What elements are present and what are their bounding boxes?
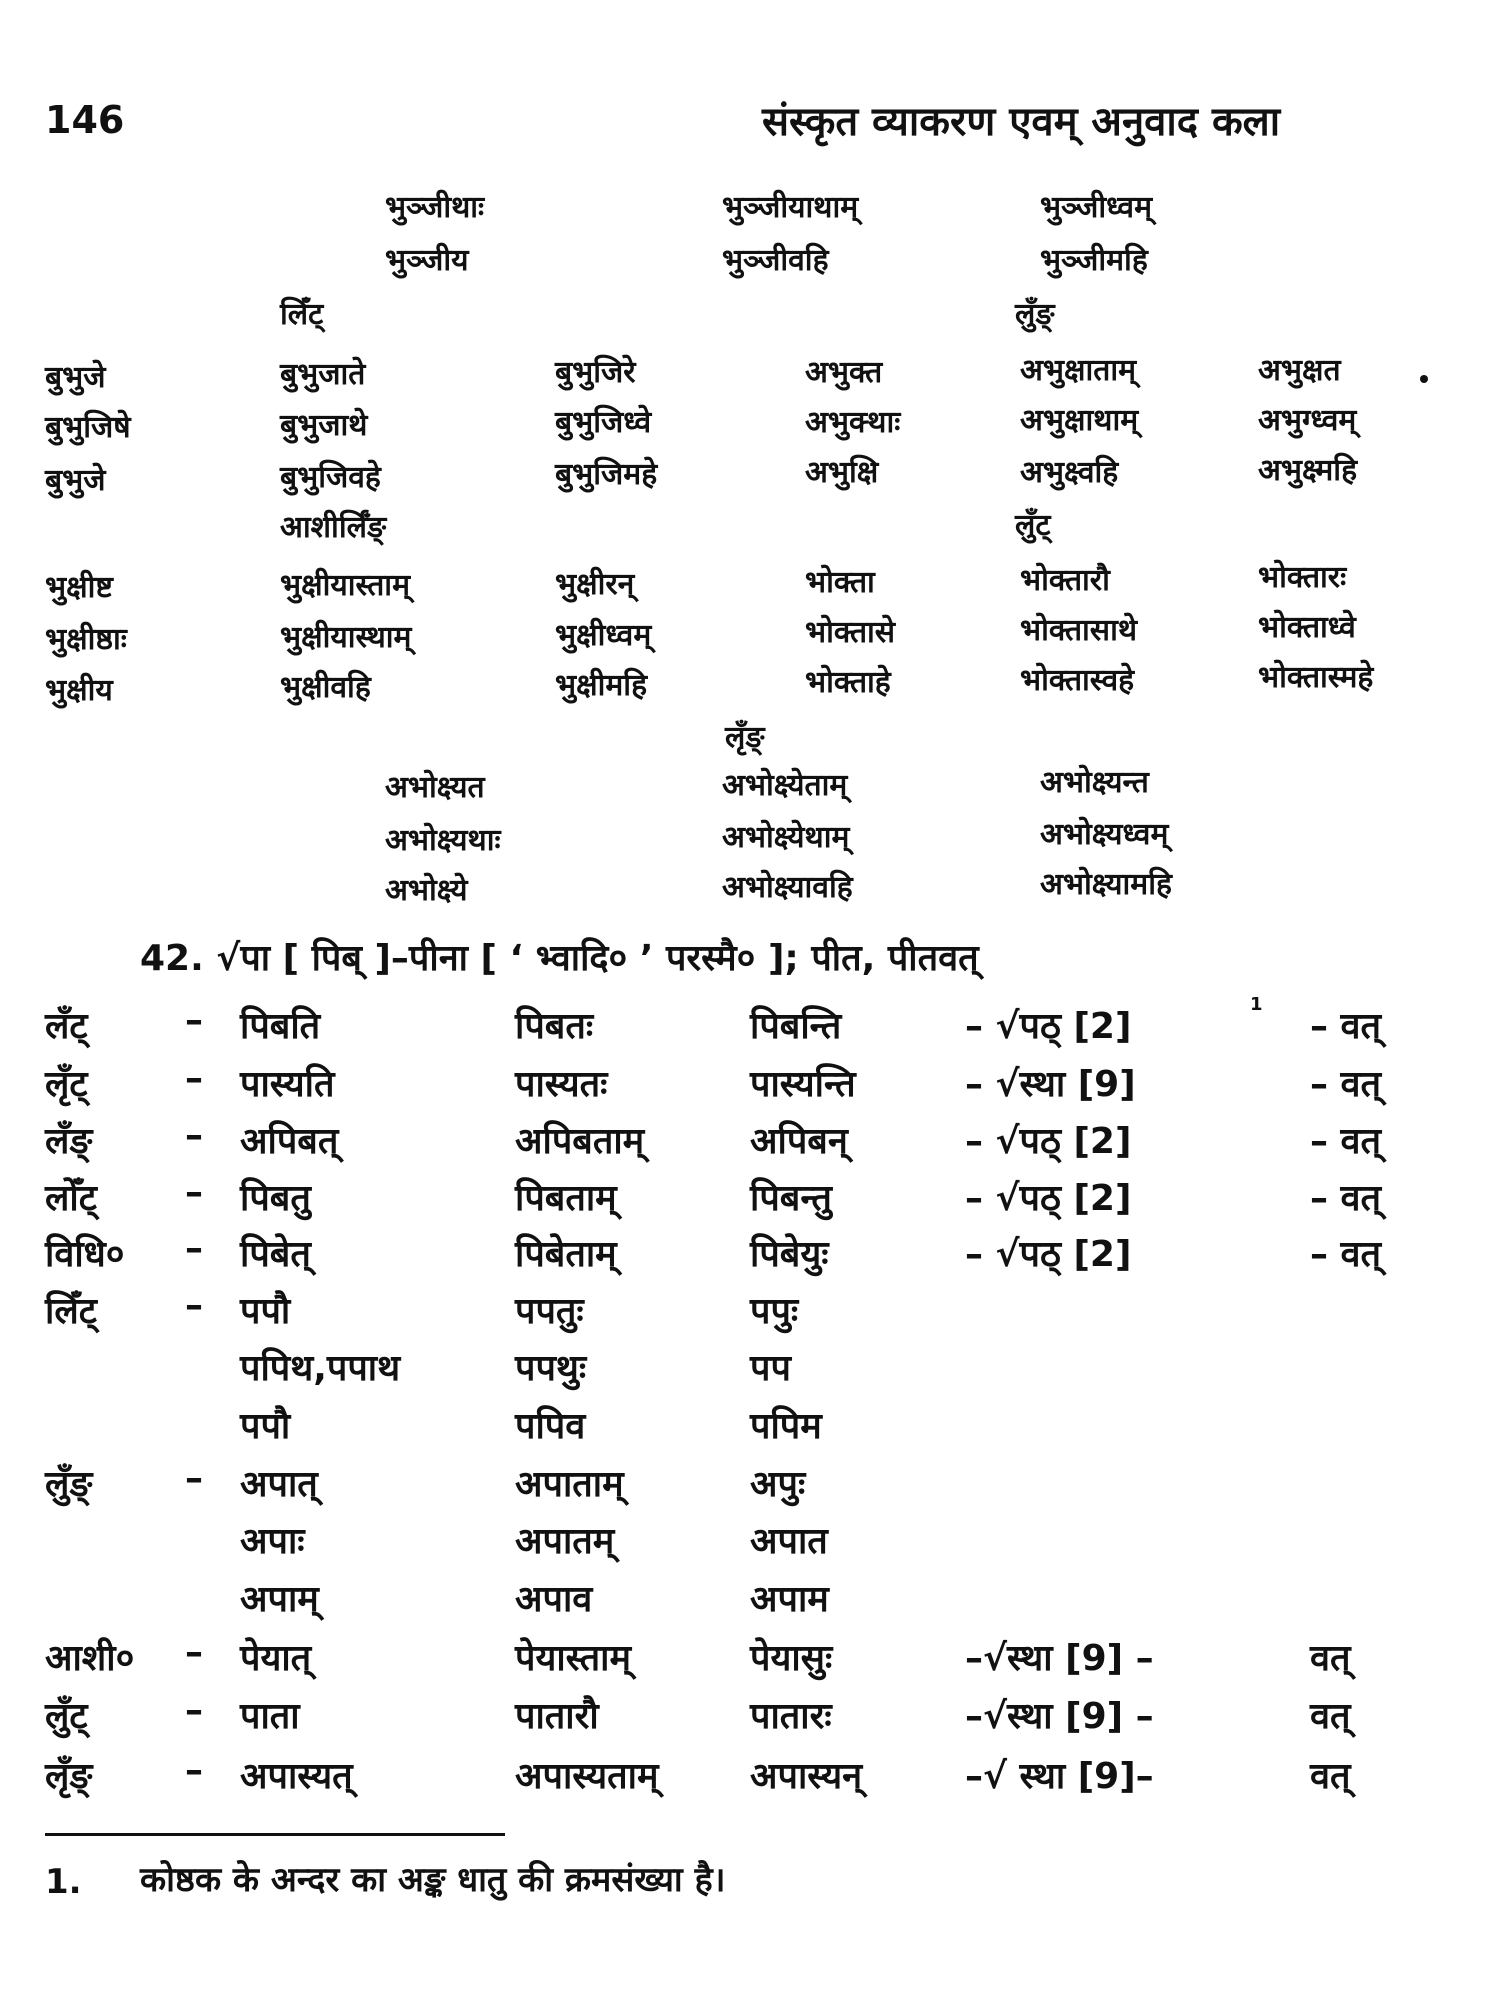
form-cell: पास्यन्ति bbox=[750, 1064, 856, 1105]
vat-suffix: – वत् bbox=[1310, 1121, 1382, 1162]
form-cell: पास्यतः bbox=[515, 1064, 608, 1105]
ink-dot bbox=[1420, 375, 1428, 383]
form-cell: भोक्ताहे bbox=[805, 665, 891, 700]
form-cell: भोक्तासे bbox=[805, 615, 896, 650]
form-cell: पिबतः bbox=[515, 1006, 594, 1047]
section-title: 42. √पा [ पिब् ]–पीना [ ‘ भ्वादि० ’ परस्मै० ]; पीत, पीतवत् bbox=[140, 938, 979, 979]
form-cell: भुक्षीयास्थाम् bbox=[280, 620, 412, 655]
form-cell: पेयास्ताम् bbox=[515, 1638, 632, 1679]
form-cell: अपिबन् bbox=[750, 1121, 848, 1162]
reference-root: – √पठ् [2] bbox=[965, 1121, 1132, 1162]
form-cell: अपातम् bbox=[515, 1521, 615, 1562]
form-cell: अभुक्षाथाम् bbox=[1020, 403, 1139, 438]
form-cell: अभोक्ष्येताम् bbox=[722, 768, 848, 803]
vat-suffix: वत् bbox=[1310, 1756, 1351, 1797]
form-cell: बुभुजिमहे bbox=[555, 457, 658, 492]
form-cell: भुक्षीयास्ताम् bbox=[280, 568, 411, 603]
dash-separator: – bbox=[185, 1000, 203, 1041]
form-cell: अभुक्षत bbox=[1258, 353, 1341, 388]
form-cell: अपिबताम् bbox=[515, 1121, 645, 1162]
form-cell: पिबतु bbox=[240, 1178, 311, 1219]
reference-root: – √पठ् [2] bbox=[965, 1006, 1132, 1047]
form-cell: भुञ्जीथाः bbox=[385, 190, 485, 225]
form-cell: अपास्यन् bbox=[750, 1756, 863, 1797]
form-cell: अपाः bbox=[240, 1521, 305, 1562]
form-cell: पिबेयुः bbox=[750, 1234, 829, 1275]
form-cell: अभुक्षि bbox=[805, 455, 879, 490]
form-cell: अपाम् bbox=[240, 1579, 319, 1620]
reference-root: –√स्था [9] – bbox=[965, 1696, 1154, 1737]
dash-separator: – bbox=[185, 1690, 203, 1731]
form-cell: अपाम bbox=[750, 1579, 829, 1620]
dash-separator: – bbox=[185, 1172, 203, 1213]
dash-separator: – bbox=[185, 1115, 203, 1156]
vat-suffix: वत् bbox=[1310, 1696, 1351, 1737]
form-cell: भुक्षीष्ट bbox=[45, 570, 113, 605]
form-cell: अभोक्ष्यामहि bbox=[1040, 867, 1172, 902]
form-cell: पपिव bbox=[515, 1406, 586, 1447]
form-cell: अपात् bbox=[240, 1464, 318, 1505]
lakara-label: विधि० bbox=[45, 1234, 125, 1275]
dash-separator: – bbox=[185, 1458, 203, 1499]
form-cell: पिबेत् bbox=[240, 1234, 311, 1275]
form-cell: पिबति bbox=[240, 1006, 321, 1047]
page-number: 146 bbox=[45, 98, 125, 142]
form-cell: भुञ्जीमहि bbox=[1040, 243, 1148, 278]
form-cell: भुञ्जीध्वम् bbox=[1040, 190, 1153, 225]
form-cell: पपिथ,पपाथ bbox=[240, 1348, 401, 1389]
form-cell: भुक्षीरन् bbox=[555, 567, 635, 602]
vat-suffix: – वत् bbox=[1310, 1234, 1382, 1275]
reference-root: –√ स्था [9]– bbox=[965, 1756, 1154, 1797]
reference-root: – √पठ् [2] bbox=[965, 1234, 1132, 1275]
form-cell: भोक्तारौ bbox=[1020, 563, 1110, 598]
form-cell: भुञ्जीय bbox=[385, 243, 469, 278]
dash-separator: – bbox=[185, 1058, 203, 1099]
form-cell: पपौ bbox=[240, 1406, 291, 1447]
form-cell: पप bbox=[750, 1348, 791, 1389]
form-cell: पेयासुः bbox=[750, 1638, 833, 1679]
form-cell: पिबन्ति bbox=[750, 1006, 842, 1047]
form-cell: अपाव bbox=[515, 1579, 593, 1620]
form-cell: भोक्तारः bbox=[1258, 560, 1347, 595]
form-cell: अपात bbox=[750, 1521, 828, 1562]
form-cell: बुभुजाथे bbox=[280, 408, 368, 443]
footnote-text: कोष्ठक के अन्दर का अङ्क धातु की क्रमसंख्या है। bbox=[140, 1860, 726, 1900]
form-cell: अपुः bbox=[750, 1464, 806, 1505]
form-cell: भोक्ता bbox=[805, 565, 875, 600]
form-cell: पिबन्तु bbox=[750, 1178, 832, 1219]
footnote-number: 1. bbox=[45, 1862, 82, 1902]
lakara-label: आशी० bbox=[45, 1638, 135, 1679]
form-cell: अभुक्त bbox=[805, 355, 883, 390]
lakara-label: लँट् bbox=[45, 1006, 88, 1047]
form-cell: अभुक्ष्वहि bbox=[1020, 455, 1119, 490]
dash-separator: – bbox=[185, 1632, 203, 1673]
form-cell: भुञ्जीयाथाम् bbox=[722, 190, 859, 225]
form-cell: भुक्षीमहि bbox=[555, 668, 648, 703]
form-cell: अपिबत् bbox=[240, 1121, 339, 1162]
dash-separator: – bbox=[185, 1285, 203, 1326]
form-cell: बुभुजिध्वे bbox=[555, 405, 652, 440]
lakara-label: आशीर्लिँङ् bbox=[280, 510, 387, 545]
form-cell: अपास्यताम् bbox=[515, 1756, 659, 1797]
form-cell: पिबेताम् bbox=[515, 1234, 617, 1275]
form-cell: बुभुजिषे bbox=[45, 410, 131, 445]
form-cell: अपाताम् bbox=[515, 1464, 624, 1505]
dash-separator: – bbox=[185, 1750, 203, 1791]
form-cell: अभुग्ध्वम् bbox=[1258, 403, 1357, 438]
vat-suffix: – वत् bbox=[1310, 1178, 1382, 1219]
form-cell: भुक्षीय bbox=[45, 673, 113, 708]
dash-separator: – bbox=[185, 1228, 203, 1269]
form-cell: भोक्तास्वहे bbox=[1020, 663, 1135, 698]
form-cell: अभुक्थाः bbox=[805, 405, 901, 440]
form-cell: अपास्यत् bbox=[240, 1756, 353, 1797]
reference-root: – √स्था [9] bbox=[965, 1064, 1136, 1105]
form-cell: पेयात् bbox=[240, 1638, 312, 1679]
form-cell: अभोक्ष्यथाः bbox=[385, 823, 501, 858]
form-cell: भोक्तासाथे bbox=[1020, 613, 1138, 648]
lakara-label: लृँट् bbox=[45, 1064, 88, 1105]
lakara-label: लुँङ् bbox=[1015, 297, 1055, 332]
form-cell: अभुक्ष्महि bbox=[1258, 453, 1357, 488]
reference-root: – √पठ् [2] bbox=[965, 1178, 1132, 1219]
vat-suffix: वत् bbox=[1310, 1638, 1351, 1679]
form-cell: पातारौ bbox=[515, 1696, 599, 1737]
form-cell: पपतुः bbox=[515, 1291, 584, 1332]
form-cell: बुभुजाते bbox=[280, 357, 366, 392]
lakara-label: लँङ् bbox=[45, 1121, 93, 1162]
form-cell: अभोक्ष्यत bbox=[385, 770, 485, 805]
form-cell: भोक्तास्महे bbox=[1258, 660, 1374, 695]
form-cell: बुभुजिरे bbox=[555, 355, 636, 390]
form-cell: अभोक्ष्यन्त bbox=[1040, 765, 1149, 800]
form-cell: भोक्ताध्वे bbox=[1258, 610, 1356, 645]
form-cell: बुभुजिवहे bbox=[280, 460, 381, 495]
lakara-label: लुँट् bbox=[45, 1696, 88, 1737]
form-cell: पातारः bbox=[750, 1696, 832, 1737]
book-title: संस्कृत व्याकरण एवम् अनुवाद कला bbox=[762, 99, 1281, 145]
lakara-label: लुँङ् bbox=[45, 1464, 93, 1505]
form-cell: भुक्षीवहि bbox=[280, 670, 371, 705]
form-cell: अभोक्ष्यावहि bbox=[722, 870, 853, 905]
form-cell: अभोक्ष्यध्वम् bbox=[1040, 817, 1169, 852]
vat-suffix: – वत् bbox=[1310, 1064, 1382, 1105]
form-cell: पपौ bbox=[240, 1291, 291, 1332]
lakara-label: लिँट् bbox=[280, 297, 324, 332]
reference-root: –√स्था [9] – bbox=[965, 1638, 1154, 1679]
form-cell: अभोक्ष्येथाम् bbox=[722, 820, 850, 855]
lakara-label: लृँङ् bbox=[725, 720, 765, 755]
vat-suffix: – वत् bbox=[1310, 1006, 1382, 1047]
form-cell: पाता bbox=[240, 1696, 300, 1737]
form-cell: पिबताम् bbox=[515, 1178, 617, 1219]
lakara-label: लुँट् bbox=[1015, 508, 1051, 543]
form-cell: बुभुजे bbox=[45, 463, 106, 498]
form-cell: पपथुः bbox=[515, 1348, 587, 1389]
form-cell: पपुः bbox=[750, 1291, 799, 1332]
form-cell: भुक्षीध्वम् bbox=[555, 618, 652, 653]
footnote-rule bbox=[45, 1833, 505, 1836]
form-cell: पपिम bbox=[750, 1406, 822, 1447]
form-cell: पास्यति bbox=[240, 1064, 335, 1105]
lakara-label: लोँट् bbox=[45, 1178, 97, 1219]
form-cell: भुञ्जीवहि bbox=[722, 243, 829, 278]
lakara-label: लिँट् bbox=[45, 1291, 97, 1332]
lakara-label: लृँङ् bbox=[45, 1756, 93, 1797]
form-cell: बुभुजे bbox=[45, 360, 106, 395]
form-cell: भुक्षीष्ठाः bbox=[45, 622, 127, 657]
form-cell: अभुक्षाताम् bbox=[1020, 353, 1137, 388]
form-cell: अभोक्ष्ये bbox=[385, 873, 468, 908]
footnote-marker: 1 bbox=[1250, 994, 1263, 1015]
